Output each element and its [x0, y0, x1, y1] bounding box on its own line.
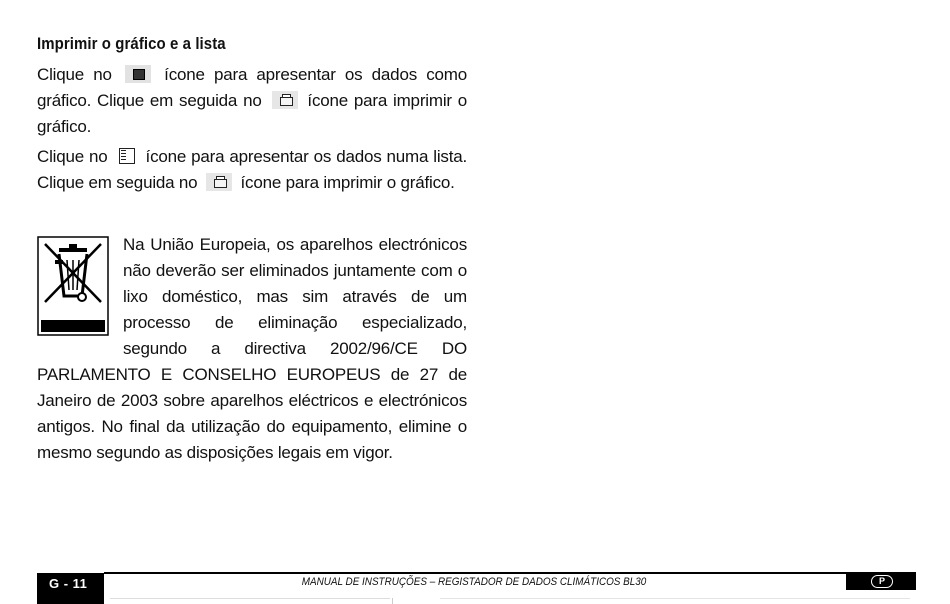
- paragraph-graph-text-1: Clique no: [37, 65, 112, 84]
- language-badge: P: [871, 575, 893, 588]
- bottom-hairline-tick: [392, 598, 393, 604]
- page-number-tab: [37, 573, 104, 604]
- paragraph-list: [37, 144, 467, 196]
- paragraph-graph: [37, 62, 467, 140]
- icon-spacer: [37, 232, 123, 360]
- section-title: Imprimir o gráfico e a lista: [37, 34, 226, 53]
- printer-icon: [272, 91, 298, 109]
- paragraph-list-text-1: Clique no: [37, 147, 108, 166]
- footer-rule: [104, 572, 916, 574]
- paragraph-graph-text-2: ícone para apresentar os dados como gráfico. Clique em seguida no: [37, 65, 467, 110]
- printer-icon: [206, 173, 232, 191]
- paragraph-graph-text-3: ícone para imprimir o gráfico.: [37, 91, 468, 136]
- bottom-hairline-right: [440, 598, 910, 599]
- paragraph-list-text-3: ícone para imprimir o gráfico.: [240, 173, 455, 192]
- language-tab: [846, 573, 916, 590]
- disposal-notice: [37, 232, 467, 466]
- paragraph-list-text-2: ícone para apresentar os dados numa lista. Clique em seguida no: [37, 147, 468, 192]
- disposal-notice-text: Na União Europeia, os aparelhos electrónicos não deverão ser eliminados juntamente com o lixo doméstico, mas sim através de um processo de eliminação especializado, segundo a directiva 2002/96/CE DO PARLAMENTO E CONSELHO EUROPEUS de 27 de Janeiro de 2003 sobre aparelhos eléctricos e electrónicos antigos. No final da utilização do equipamento, elimine o mesmo segundo as disposições legais em vigor.: [37, 235, 467, 462]
- bottom-hairline-left: [110, 598, 390, 599]
- chart-icon: [125, 65, 151, 83]
- list-icon: [117, 147, 137, 165]
- manual-title: MANUAL DE INSTRUÇÕES – REGISTADOR DE DADOS CLIMÁTICOS BL30: [301, 576, 647, 588]
- page-number: G - 11: [49, 576, 88, 591]
